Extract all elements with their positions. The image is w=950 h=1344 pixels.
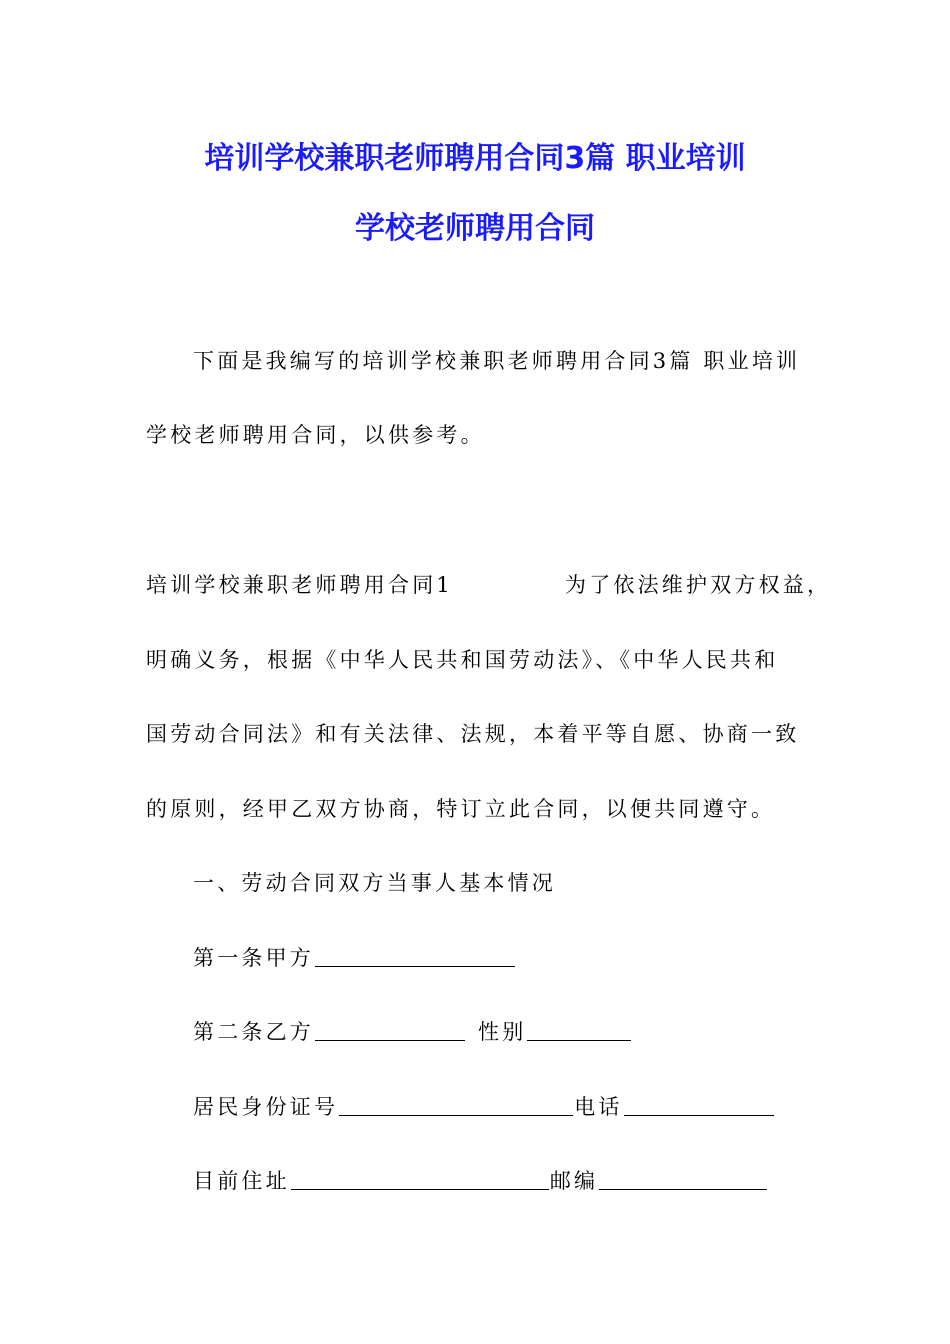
party-b-blank[interactable]	[315, 1020, 465, 1041]
postcode-blank[interactable]	[599, 1169, 767, 1190]
address-blank[interactable]	[291, 1169, 549, 1190]
party-a-blank[interactable]	[315, 946, 515, 967]
address-row	[193, 1167, 768, 1195]
gender-label: 性别	[478, 1020, 527, 1044]
article2-row	[193, 1018, 632, 1046]
section1-heading: 一、劳动合同双方当事人基本情况	[193, 871, 556, 895]
contract1-line-1-tail: 为了依法维护双方权益，	[565, 573, 832, 597]
document-title-line-1: 培训学校兼职老师聘用合同3篇 职业培训	[204, 141, 746, 176]
address-label: 目前住址	[193, 1169, 290, 1193]
article2-label: 第二条乙方	[193, 1020, 314, 1044]
phone-blank[interactable]	[624, 1095, 774, 1116]
contract1-heading: 培训学校兼职老师聘用合同1	[146, 573, 453, 597]
id-row	[193, 1093, 775, 1121]
contract1-line-2: 明确义务，根据《中华人民共和国劳动法》、《中华人民共和	[146, 648, 779, 672]
id-label: 居民身份证号	[193, 1095, 339, 1119]
intro-line-2: 学校老师聘用合同，以供参考。	[146, 423, 485, 447]
article1-row	[193, 944, 516, 972]
article1-label: 第一条甲方	[193, 946, 314, 970]
contract1-line-3: 国劳动合同法》和有关法律、法规，本着平等自愿、协商一致	[146, 722, 800, 746]
contract1-line-4: 的原则，经甲乙双方协商，特订立此合同，以便共同遵守。	[146, 797, 776, 821]
phone-label: 电话	[574, 1095, 623, 1119]
id-number-blank[interactable]	[339, 1095, 573, 1116]
intro-line-1: 下面是我编写的培训学校兼职老师聘用合同3篇 职业培训	[193, 349, 801, 373]
document-title-line-2: 学校老师聘用合同	[355, 211, 595, 246]
postcode-label: 邮编	[549, 1169, 599, 1193]
gender-blank[interactable]	[527, 1020, 631, 1041]
